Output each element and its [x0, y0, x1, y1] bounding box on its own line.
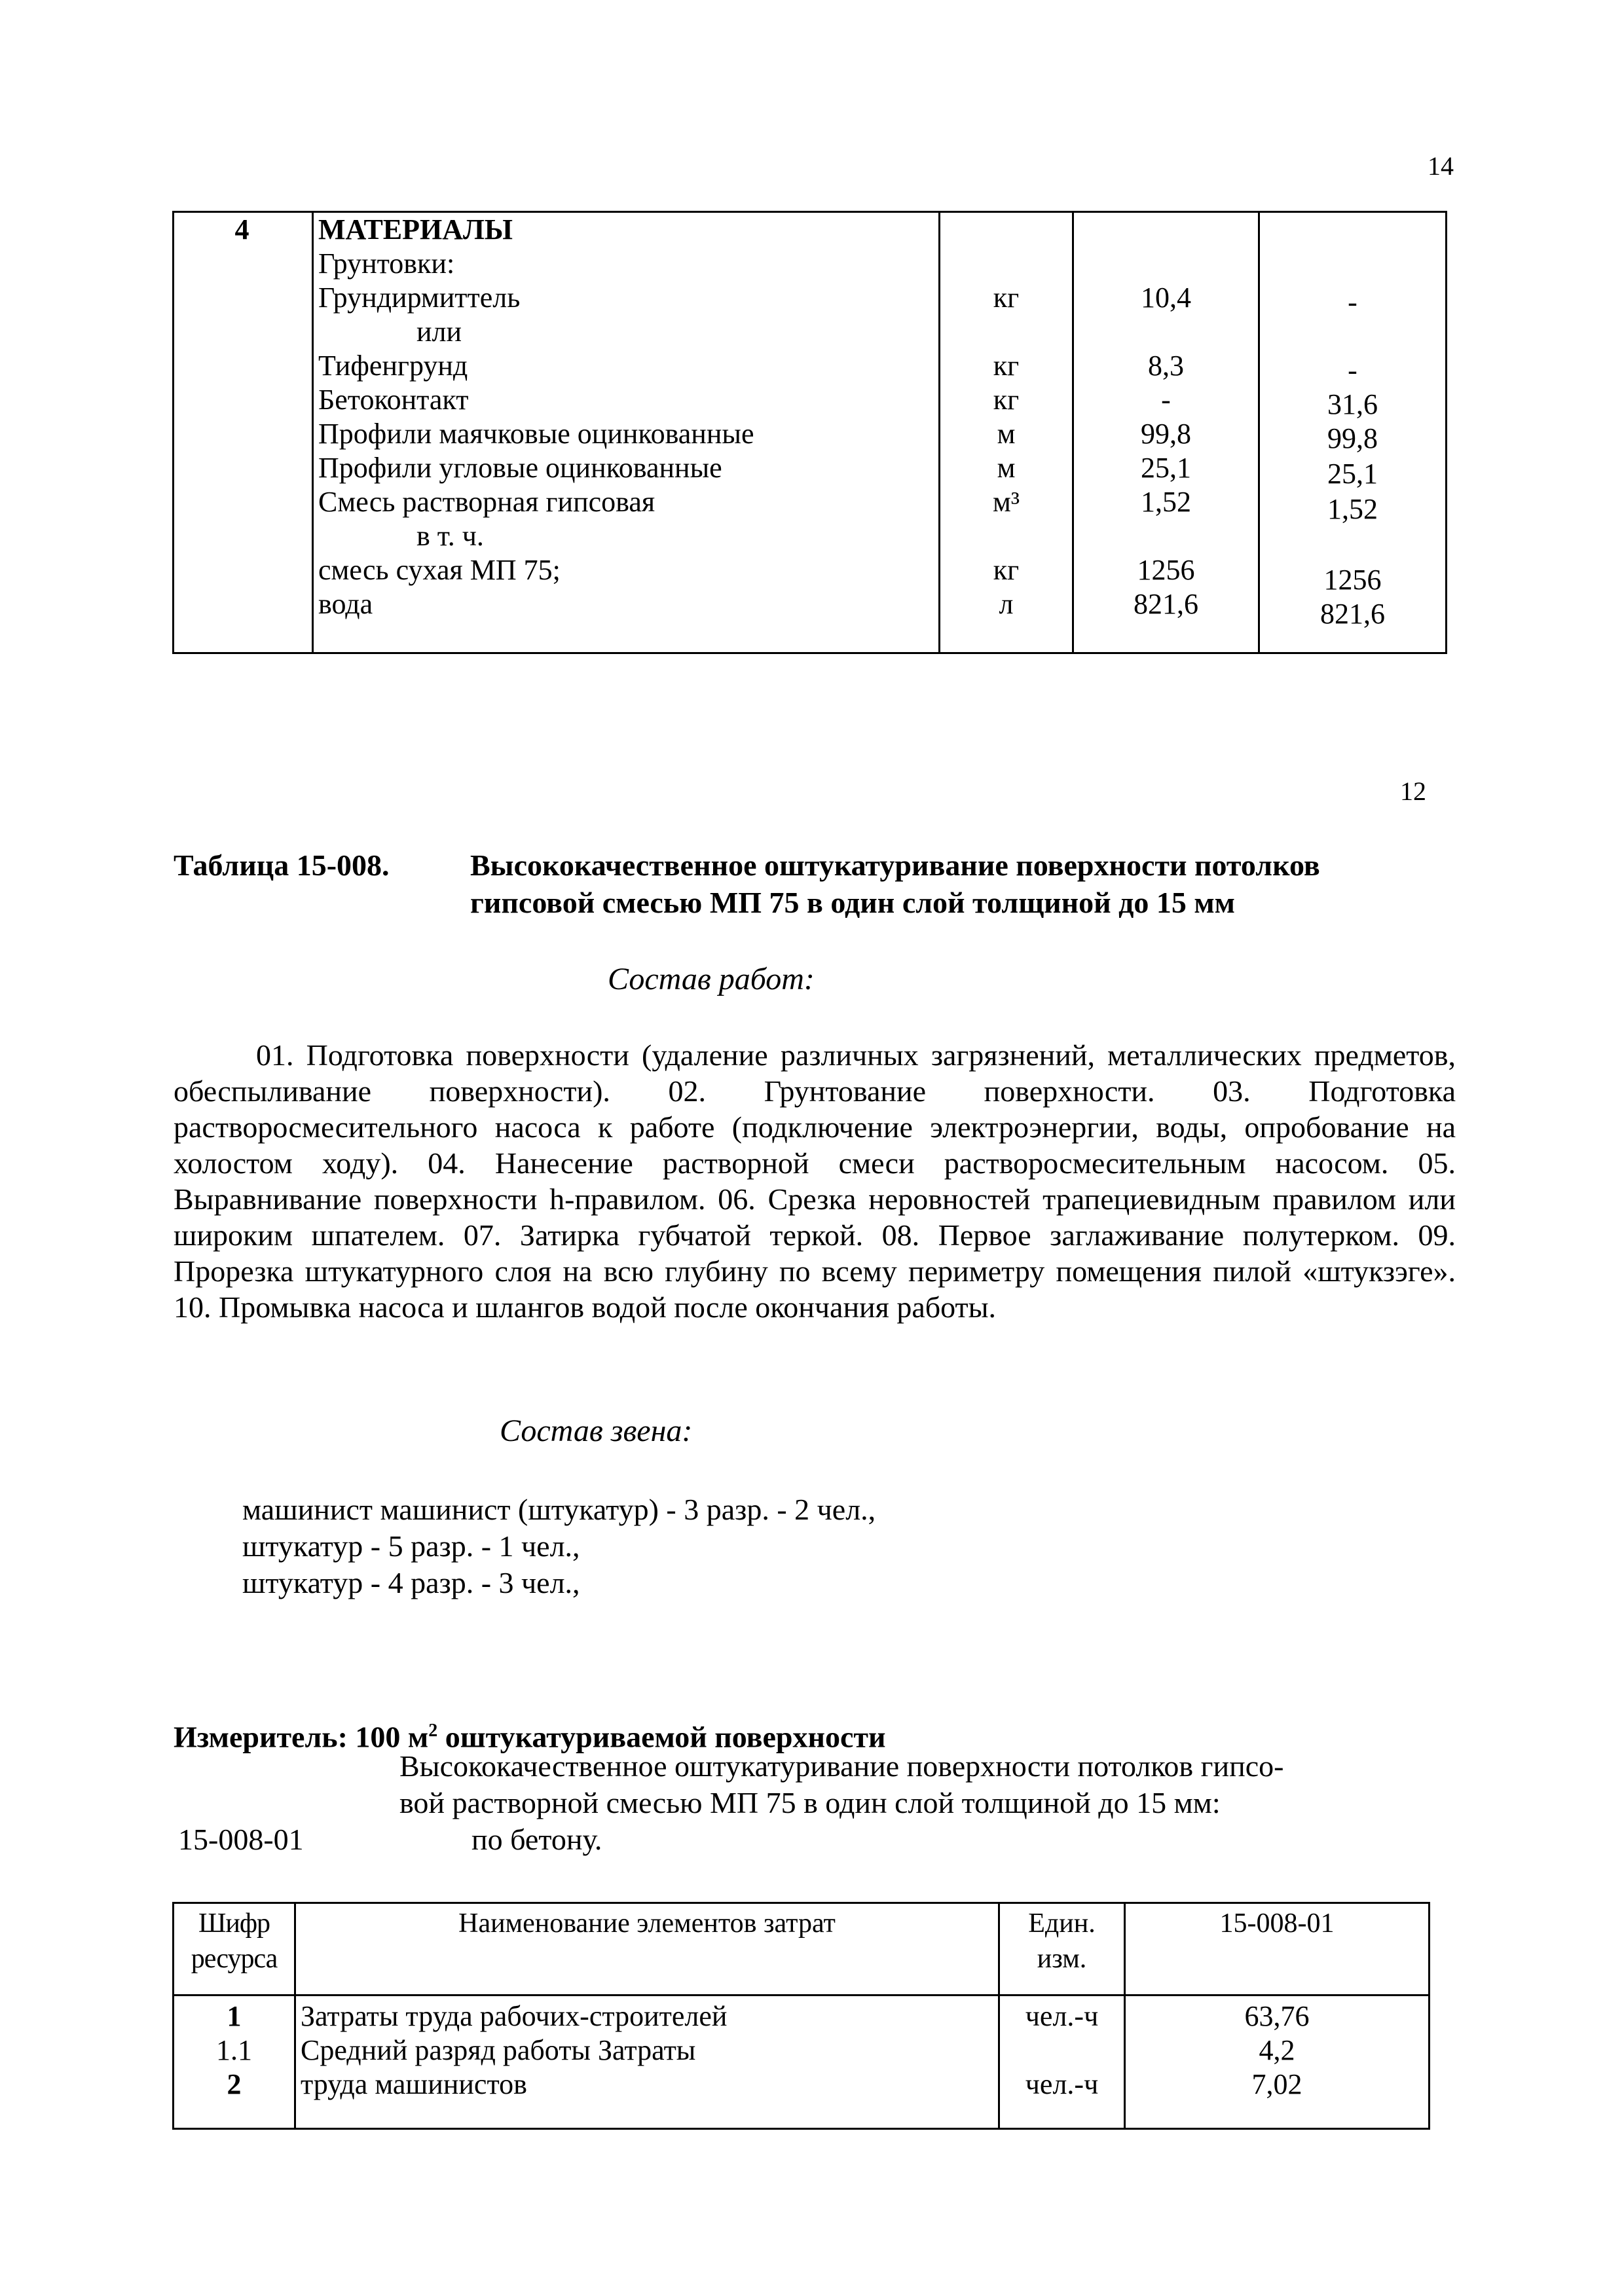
header-unit: Един. [1028, 1908, 1096, 1939]
header-code: Шифр [198, 1908, 270, 1939]
material-unit: кг [993, 350, 1020, 382]
material-name: в т. ч. [416, 520, 484, 552]
row-unit: чел.-ч [1025, 2068, 1099, 2100]
row-number: 4 [234, 213, 249, 246]
material-value-2: 821,6 [1320, 598, 1385, 630]
material-unit: кг [993, 554, 1020, 586]
page-number: 12 [1400, 776, 1426, 806]
row-value: 63,76 [1244, 2000, 1310, 2032]
material-value-1: 821,6 [1134, 588, 1198, 620]
material-name: Профили угловые оцинкованные [318, 452, 722, 484]
row-unit: чел.-ч [1025, 2000, 1099, 2032]
norm-code-description: по бетону. [471, 1823, 602, 1856]
header-code: ресурса [191, 1944, 278, 1974]
crew-item: штукатур - 4 разр. - 3 чел., [242, 1566, 580, 1599]
row-code: 1 [227, 2000, 242, 2032]
material-value-1: 25,1 [1141, 452, 1191, 484]
material-value-1: 10,4 [1141, 282, 1191, 314]
material-name: Грундирмиттель [318, 282, 521, 314]
material-unit: кг [993, 282, 1020, 314]
material-name: смесь сухая МП 75; [318, 554, 561, 586]
section-title: МАТЕРИАЛЫ [318, 213, 513, 246]
material-name: Смесь растворная гипсовая [318, 486, 655, 518]
material-unit: кг [993, 384, 1020, 416]
crew-item: машинист машинист (штукатур) - 3 разр. - 2 чел., [242, 1493, 876, 1526]
material-value-2: 99,8 [1327, 422, 1378, 454]
norm-description: Высококачественное оштукатуривание поверхности потолков гипсо- [399, 1749, 1284, 1783]
material-name: Бетоконтакт [318, 384, 469, 416]
material-unit: м [997, 418, 1016, 450]
row-code: 1.1 [216, 2034, 252, 2066]
norm-description: вой растворной смесью МП 75 в один слой толщиной до 15 мм: [399, 1786, 1221, 1819]
row-name: труда машинистов [301, 2068, 527, 2100]
page-number: 14 [1428, 151, 1454, 181]
measure-unit: Измеритель: 100 $м^2$ оштукатуриваемой поверхности [174, 1720, 886, 1754]
table-title: Высококачественное оштукатуривание поверхности потолков [470, 848, 1320, 882]
material-value-2: 31,6 [1327, 388, 1378, 420]
table-title: гипсовой смесью МП 75 в один слой толщиной до 15 мм [470, 886, 1236, 919]
material-name: вода [318, 588, 373, 620]
row-value: 7,02 [1251, 2068, 1302, 2100]
material-name: Тифенгрунд [318, 350, 468, 382]
row-name: Средний разряд работы Затраты [301, 2034, 696, 2066]
table-label: Таблица 15-008. [174, 848, 390, 882]
material-unit: м³ [992, 486, 1020, 518]
material-value-1: 1,52 [1141, 486, 1191, 518]
material-value-1: - [1161, 384, 1171, 416]
row-code: 2 [227, 2068, 242, 2100]
material-value-2: 25,1 [1327, 458, 1378, 490]
material-value-2: - [1348, 286, 1357, 318]
norm-code: 15-008-01 [178, 1823, 304, 1856]
material-value-2: 1,52 [1327, 493, 1378, 525]
crew-item: штукатур - 5 разр. - 1 чел., [242, 1529, 580, 1563]
material-value-1: 99,8 [1141, 418, 1191, 450]
material-unit: м [997, 452, 1016, 484]
row-value: 4,2 [1259, 2034, 1295, 2066]
row-name: Затраты труда рабочих-строителей [301, 2000, 728, 2032]
works-description: 01. Подготовка поверхности (удаление различных загрязнений, металлических предметов, обеспыливание поверхности). 02. Грунтование поверхности. 03. Подготовка растворосмесительного насоса к работе (подключение электроэнергии, воды, опробование на холостом ходу). 04. Нанесение растворной смеси растворосмесительным насосом. 05. Выравнивание поверхности h-правилом. 06. Срезка неровностей трапециевидным правилом или широким шпателем. 07. Затирка губчатой теркой. 08. Первое заглаживание полутерком. 09. Прорезка штукатурного слоя на всю глубину по всему периметру помещения пилой «штукзэге». 10. Промывка насоса и шлангов водой после окончания работы. [174, 1038, 1456, 1324]
header-value: 15-008-01 [1219, 1908, 1335, 1939]
crew-heading: Состав звена: [500, 1413, 693, 1448]
material-name: Грунтовки: [318, 247, 455, 280]
material-value-2: 1256 [1323, 564, 1382, 596]
material-value-2: - [1348, 354, 1357, 386]
material-unit: л [999, 588, 1014, 620]
header-unit: изм. [1037, 1944, 1087, 1974]
material-value-1: 8,3 [1148, 350, 1184, 382]
material-name: или [416, 316, 462, 348]
material-name: Профили маячковые оцинкованные [318, 418, 754, 450]
header-name: Наименование элементов затрат [458, 1908, 836, 1939]
works-heading: Состав работ: [608, 962, 815, 996]
material-value-1: 1256 [1137, 554, 1195, 586]
